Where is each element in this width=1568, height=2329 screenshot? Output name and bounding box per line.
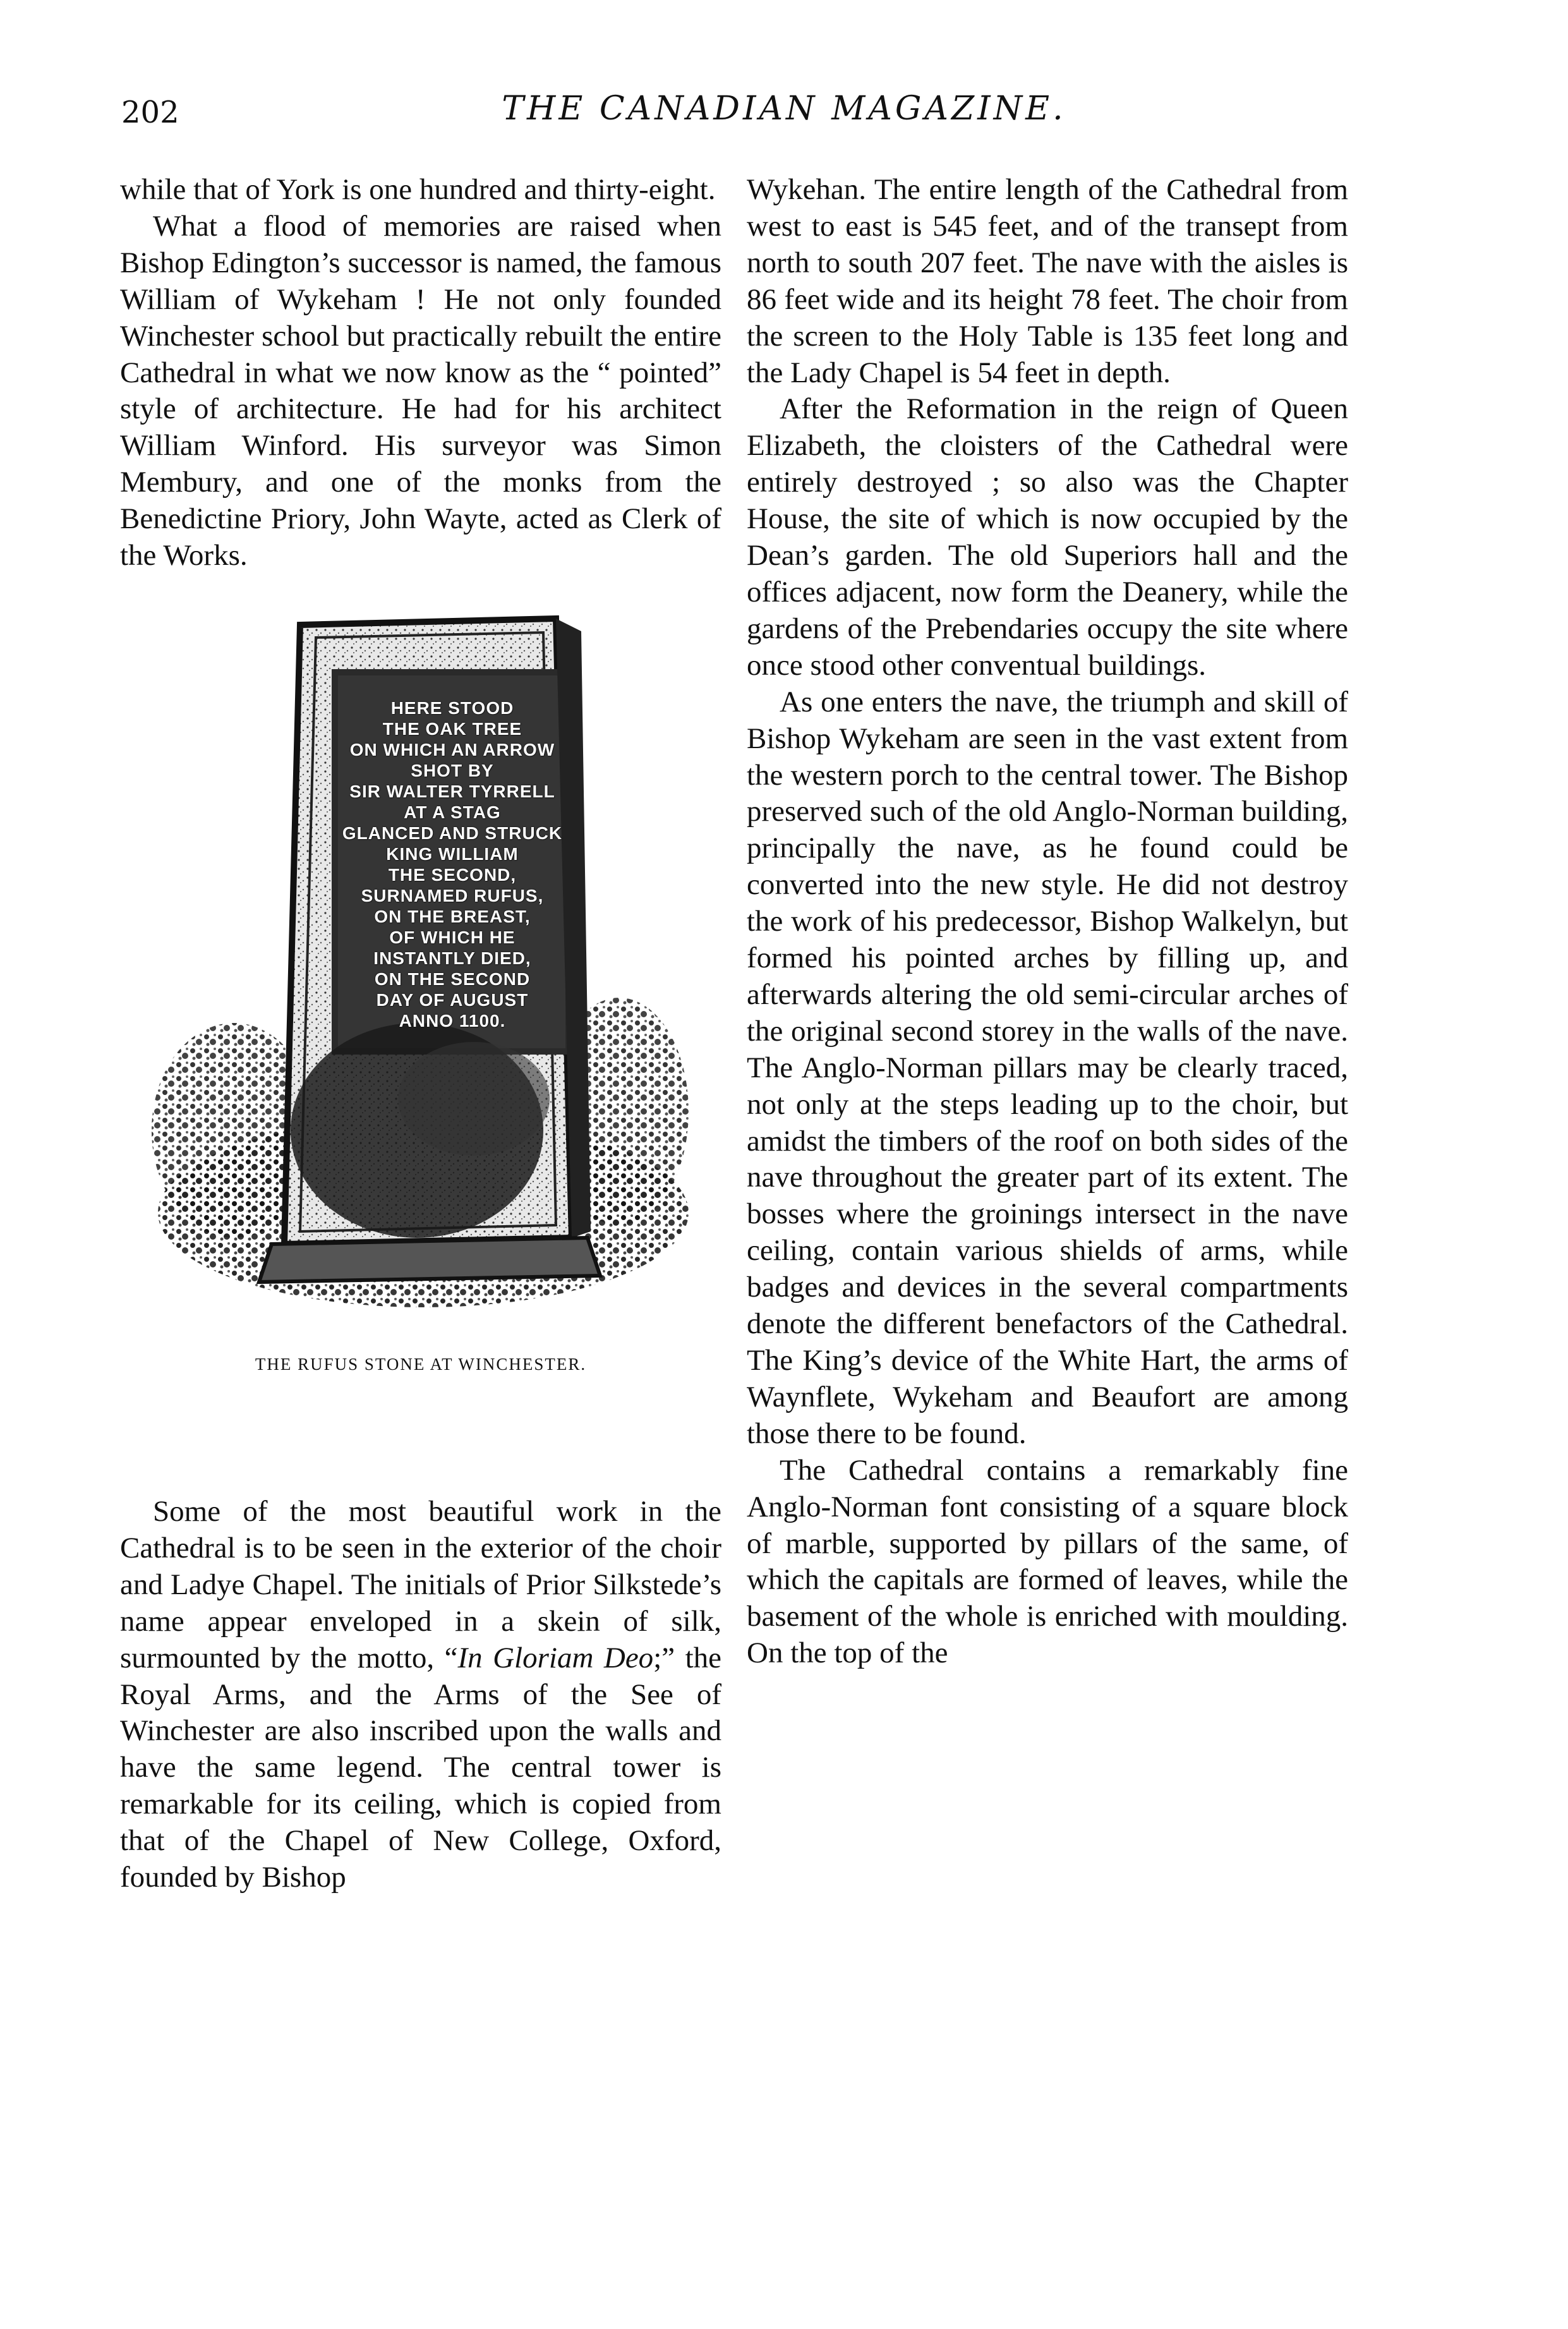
paragraph: Wykehan. The entire length of the Cathedral from west to east is 545 feet, and of the transept from north to south 207 feet. The nave with the aisles is 86 feet wide and its height 78 feet. The choir from the screen to the Holy Table is 135 feet long and the Lady Chapel is 54 feet in depth. (747, 173, 1348, 389)
inscription-line: THE SECOND, (388, 864, 517, 885)
right-column (747, 172, 1348, 1672)
inscription-line: ON WHICH AN ARROW (349, 739, 555, 759)
paragraph: What a flood of memories are raised when Bishop Edington’s successor is named, the famous William of Wykeham ! He not only founded Winchester school but practically rebuilt the entire Cathedral in what we now know as the “ pointed” style of architecture. He had for his architect William Winford. His surveyor was Simon Membury, and one of the monks from the Benedictine Priory, John Wayte, acted as Clerk of the Works. (120, 209, 721, 572)
paragraph-text: Some of the most beautiful work in the Cathedral is to be seen in the exterior of the choir and Ladye Chapel. The initials of Prior Silkstede’s name appear enveloped in a skein of silk, surmounted by the motto, “ (120, 1494, 721, 1674)
paragraph: After the Reformation in the reign of Queen Elizabeth, the cloisters of the Cathedral were entirely destroyed ; so also was the Chapter House, the site of which is now occupied by the Dean’s garden. The old Superiors hall and the offices adjacent, now form the Deanery, while the gardens of the Prebendaries occupy the site where once stood other conventual buildings. (747, 392, 1348, 682)
running-title: THE CANADIAN MAGAZINE. (502, 90, 1066, 128)
inscription-line: ON THE BREAST, (374, 906, 531, 926)
inscription-line: INSTANTLY DIED, (373, 948, 531, 968)
inscription-line: ON THE SECOND (374, 969, 531, 989)
inscription-line: GLANCED AND STRUCK (342, 823, 563, 843)
paragraph: The Cathedral contains a remarkably fine Anglo-Norman font consisting of a square block of marble, supported by pillars of the same, of which the capitals are formed of leaves, while the basement of the whole is enriched with moulding. On the top of the (747, 1453, 1348, 1670)
inscription-line: THE OAK TREE (382, 718, 522, 739)
inscription-line: SURNAMED RUFUS, (361, 885, 544, 905)
paragraph-text: ;” the Royal Arms, and the Arms of the See of Winchester are also inscribed upon the walls and have the same legend. The central tower is remarkable for its ceiling, which is copied from that of the Chapel of New College, Oxford, founded by Bishop (120, 1641, 721, 1894)
paragraph: As one enters the nave, the triumph and skill of Bishop Wykeham are seen in the vast extent from the western porch to the central tower. The Bishop preserved such of the old Anglo-Norman building, principally the nave, as he found could be converted into the new style. He did not destroy the work of his predecessor, Bishop Walkelyn, but formed his pointed arches by filling up, and afterwards altering the old semi-circular arches of the original second storey in the walls of the nave. The Anglo-Norman pillars may be clearly traced, not only at the steps leading up to the choir, but amidst the timbers of the roof on both sides of the nave throughout the greater part of its extent. The bosses where the groinings intersect in the nave ceiling, contain various shields of arms, while badges and devices in the several compartments denote the different benefactors of the Cathedral. The King’s device of the White Hart, the arms of Waynflete, Wykeham and Beaufort are among those there to be found. (747, 685, 1348, 1450)
inscription-line: SIR WALTER TYRRELL (349, 781, 555, 801)
inscription-line: AT A STAG (404, 802, 501, 822)
paragraph: while that of York is one hundred and thirty-eight. (120, 173, 716, 206)
stone-inscription (335, 698, 570, 1031)
inscription-line: KING WILLIAM (386, 844, 519, 864)
inscription-line: ANNO 1100. (399, 1010, 506, 1031)
figure-caption: THE RUFUS STONE AT WINCHESTER. (255, 1354, 587, 1374)
left-column (120, 172, 721, 1896)
page-header (0, 90, 1568, 139)
page-number: 202 (121, 95, 179, 130)
paragraph (120, 1494, 721, 1896)
inscription-line: HERE STOOD (390, 698, 514, 718)
inscription-line: SHOT BY (411, 760, 494, 780)
motto: In Gloriam Deo (457, 1641, 654, 1674)
inscription-line: OF WHICH HE (389, 927, 516, 947)
inscription-line: DAY OF AUGUST (376, 989, 529, 1010)
rufus-stone-figure (120, 574, 721, 1494)
